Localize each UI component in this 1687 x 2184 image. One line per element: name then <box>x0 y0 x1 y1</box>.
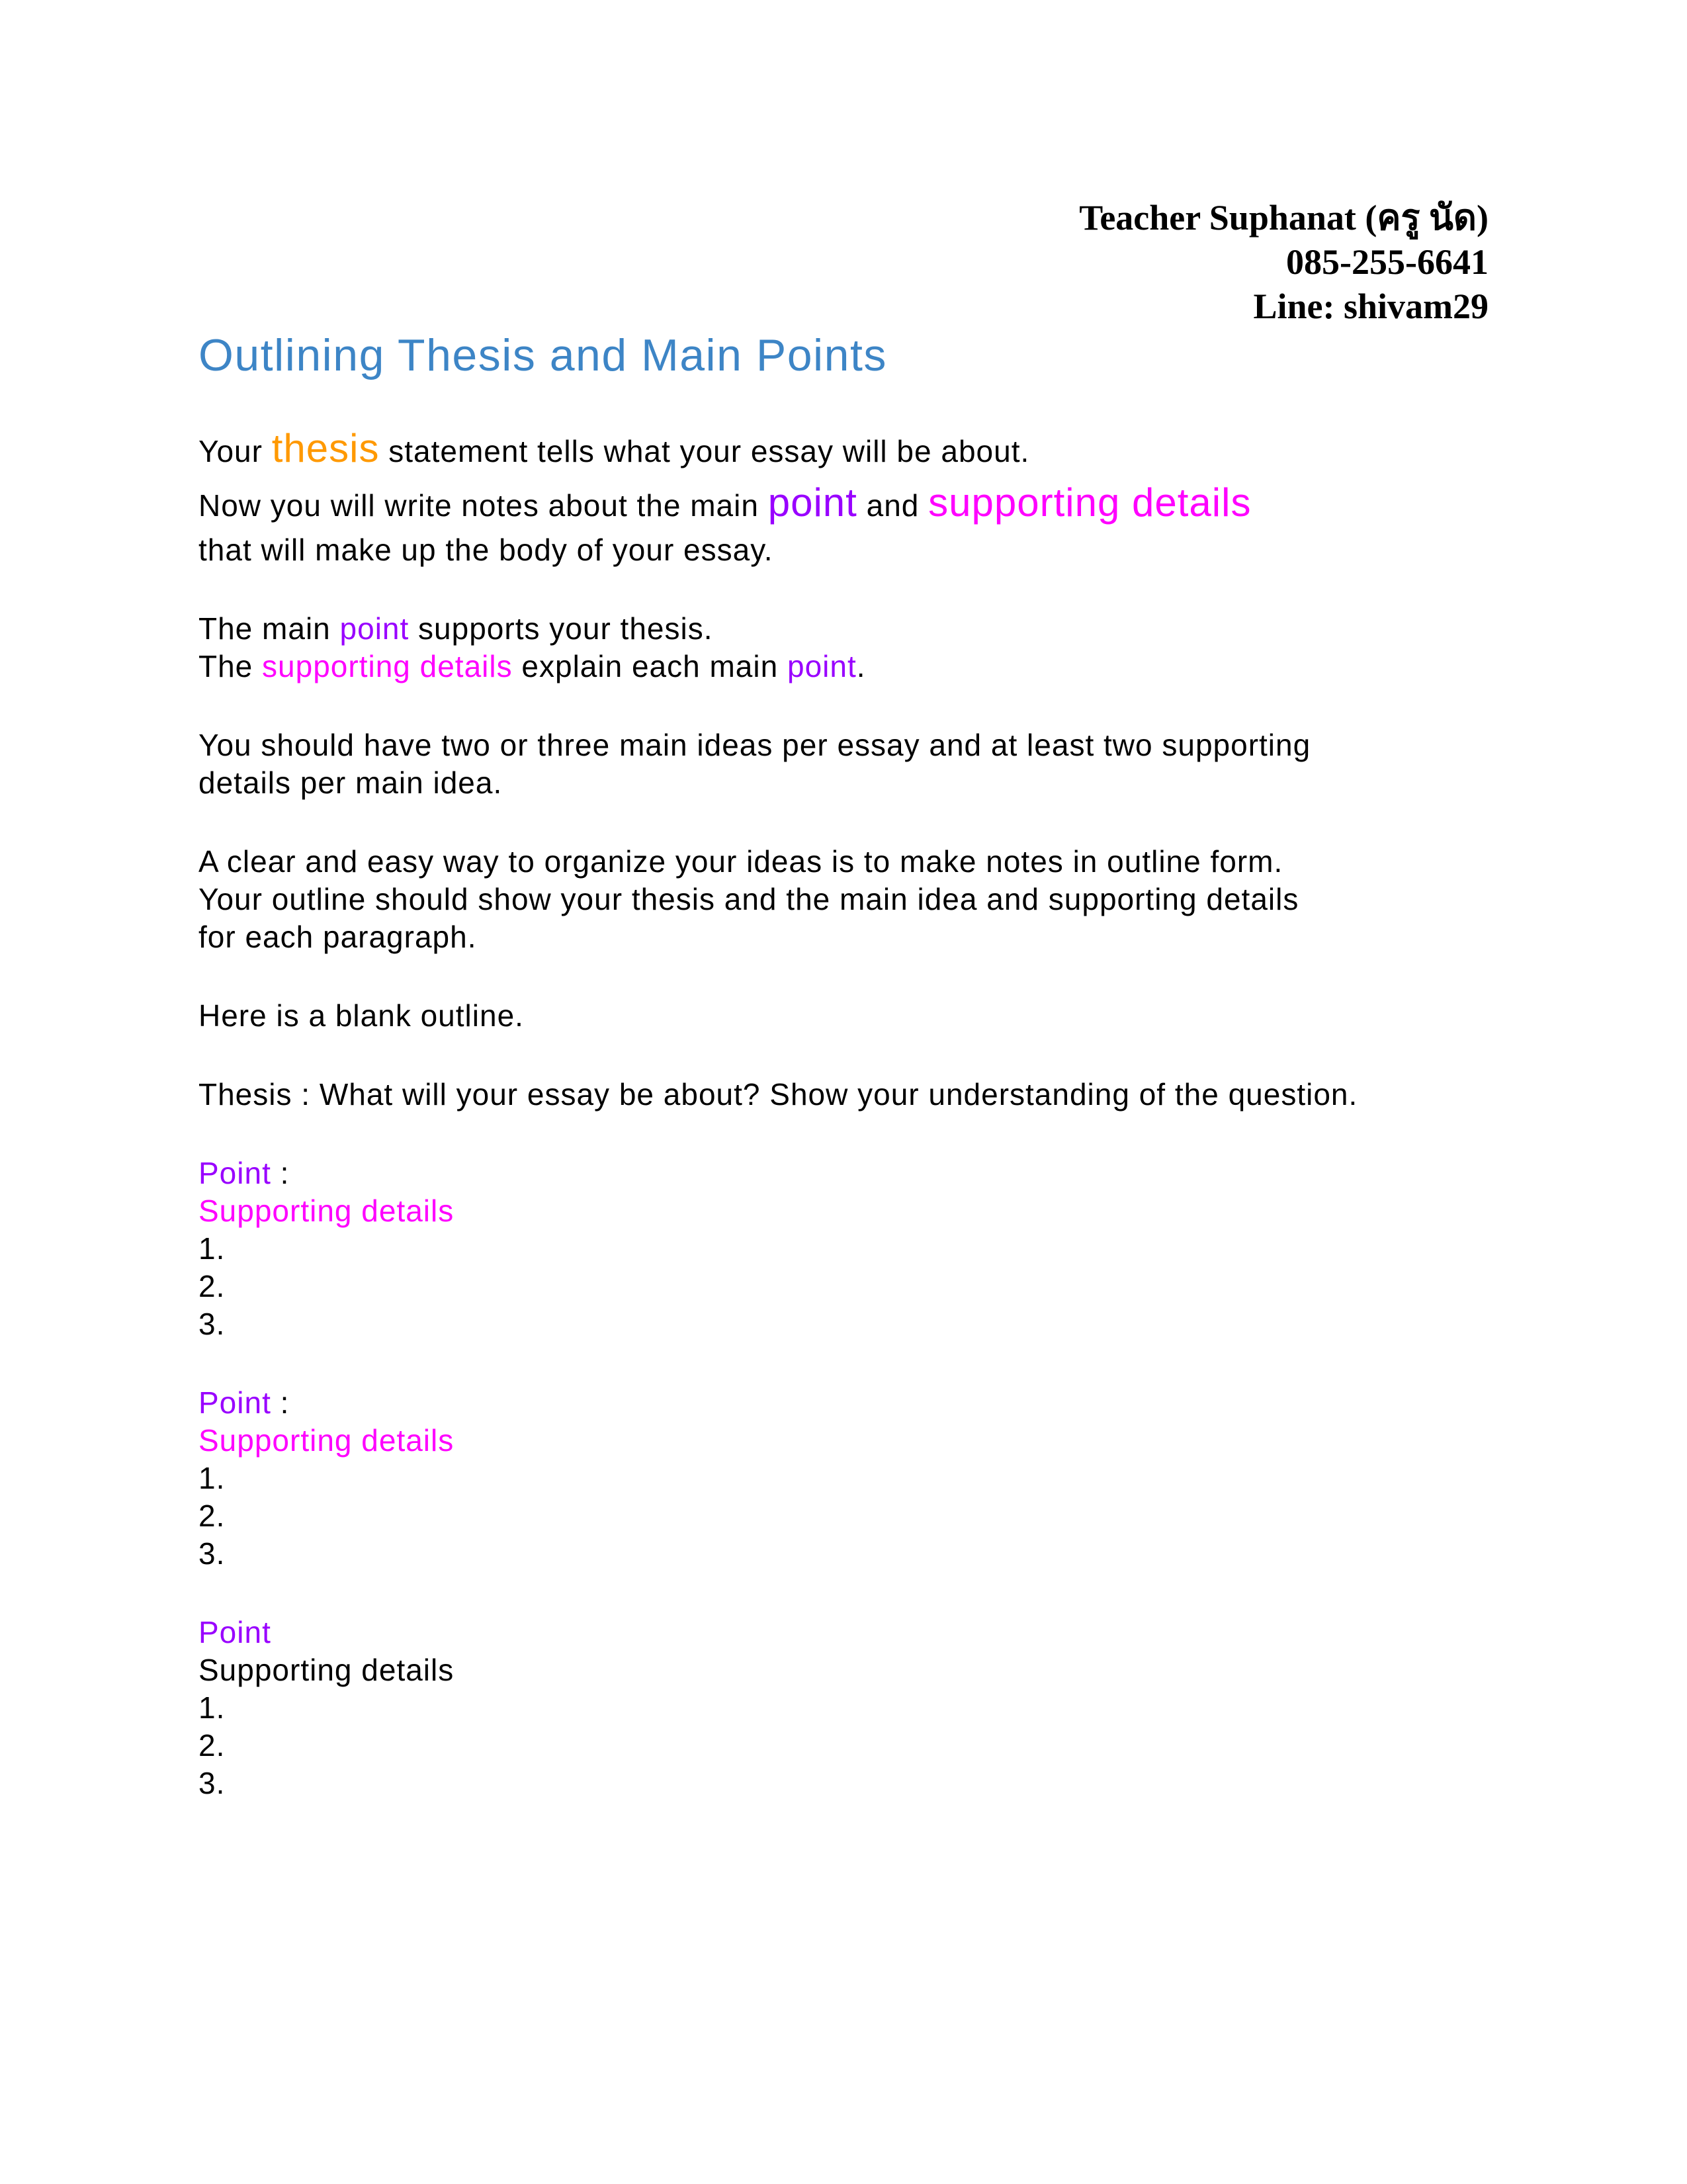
text-segment: 2. <box>198 1499 226 1533</box>
text-segment: 2. <box>198 1269 226 1303</box>
text-segment: Supporting details <box>198 1653 454 1687</box>
outline3-item-1 <box>198 1689 1489 1727</box>
text-segment: 1. <box>198 1461 226 1495</box>
outline2-item-2 <box>198 1497 1489 1535</box>
outline3-item-2 <box>198 1727 1489 1765</box>
text-segment: 3. <box>198 1536 226 1571</box>
phone-number: 085-255-6641 <box>1286 242 1489 282</box>
text-segment: . <box>856 649 866 683</box>
blank-outline-line <box>198 997 1489 1035</box>
highlight-magenta-text: supporting details <box>928 480 1252 525</box>
page-title: Outlining Thesis and Main Points <box>198 330 887 380</box>
text-segment: Thesis : What will your essay be about? Show your understanding of the question. <box>198 1077 1358 1112</box>
outline3-details-label <box>198 1651 1489 1689</box>
text-segment: The main <box>198 611 340 646</box>
highlight-magenta-text: Supporting details <box>198 1423 454 1458</box>
outline1-item-2 <box>198 1268 1489 1305</box>
organize-line-1 <box>198 843 1489 881</box>
highlight-purple-text: Point <box>198 1156 271 1190</box>
text-segment: that will make up the body of your essay. <box>198 533 773 567</box>
text-segment: You should have two or three main ideas per essay and at least two supporting <box>198 728 1311 762</box>
outline1-point-label <box>198 1155 1489 1192</box>
intro-thesis-line <box>198 423 1489 477</box>
details-explain-line <box>198 648 1489 685</box>
thesis-prompt-line <box>198 1076 1489 1114</box>
document-body <box>198 423 1489 1802</box>
highlight-purple-text: point <box>339 611 410 646</box>
text-segment: The <box>198 649 263 683</box>
ideas-per-essay-line-2 <box>198 764 1489 802</box>
highlight-purple-text: point <box>767 480 857 525</box>
text-segment: Here is a blank outline. <box>198 998 524 1033</box>
text-segment: 1. <box>198 1690 226 1725</box>
text-segment: Your outline should show your thesis and the main idea and supporting details <box>198 882 1299 916</box>
notes-line-2 <box>198 531 1489 569</box>
text-segment: and <box>857 488 929 523</box>
outline3-point-label <box>198 1614 1489 1651</box>
ideas-per-essay-line-1 <box>198 726 1489 764</box>
text-segment: 3. <box>198 1766 226 1800</box>
outline2-item-1 <box>198 1460 1489 1497</box>
point-supports-line <box>198 610 1489 648</box>
highlight-purple-text: Point <box>198 1615 271 1649</box>
text-segment: supports your thesis. <box>409 611 713 646</box>
outline1-details-label <box>198 1192 1489 1230</box>
outline3-item-3 <box>198 1765 1489 1802</box>
text-segment: : <box>271 1385 290 1420</box>
outline2-item-3 <box>198 1535 1489 1573</box>
text-segment: A clear and easy way to organize your ideas is to make notes in outline form. <box>198 844 1283 879</box>
text-segment: Now you will write notes about the main <box>198 488 768 523</box>
highlight-magenta-text: Supporting details <box>198 1194 454 1228</box>
text-segment: 2. <box>198 1728 226 1763</box>
text-segment: for each paragraph. <box>198 920 477 954</box>
text-segment: : <box>271 1156 290 1190</box>
text-segment: 3. <box>198 1307 226 1341</box>
notes-line-1 <box>198 477 1489 531</box>
text-segment: explain each main <box>512 649 787 683</box>
highlight-orange-text: thesis <box>271 426 380 470</box>
highlight-purple-text: point <box>787 649 857 683</box>
text-segment: 1. <box>198 1231 226 1266</box>
outline2-details-label <box>198 1422 1489 1460</box>
outline1-item-3 <box>198 1305 1489 1343</box>
organize-line-2 <box>198 881 1489 918</box>
text-segment: statement tells what your essay will be about. <box>379 434 1030 468</box>
outline2-point-label <box>198 1384 1489 1422</box>
text-segment: Your <box>198 434 272 468</box>
contact-header <box>198 196 1489 329</box>
teacher-name: Teacher Suphanat (ครู นัด) <box>1079 198 1489 238</box>
text-segment: details per main idea. <box>198 765 503 800</box>
outline1-item-1 <box>198 1230 1489 1268</box>
organize-line-3 <box>198 918 1489 956</box>
line-id: Line: shivam29 <box>1253 286 1489 326</box>
highlight-purple-text: Point <box>198 1385 271 1420</box>
highlight-magenta-text: supporting details <box>262 649 513 683</box>
